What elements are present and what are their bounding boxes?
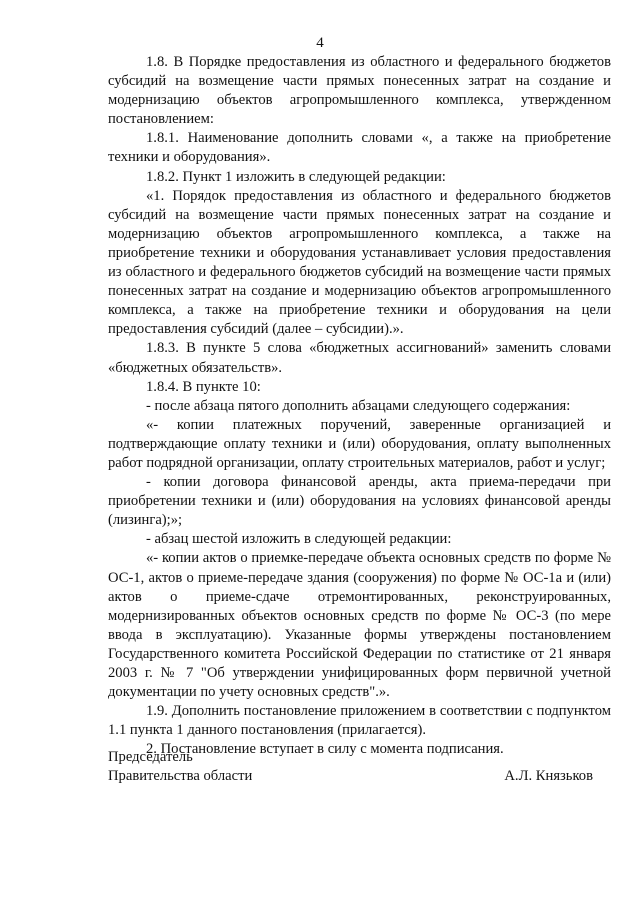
paragraph-1-9: 1.9. Дополнить постановление приложением в соответствии с подпунктом 1.1 пункта 1 данного постановления (прилагается).	[108, 703, 611, 739]
signature-block	[108, 748, 593, 786]
paragraph-1-8: 1.8. В Порядке предоставления из областного и федерального бюджетов субсидий на возмещение части прямых понесенных затрат на создание и модернизацию объектов агропромышленного комплекса, утвержденном постановлением:	[108, 54, 611, 128]
signatory-title-line1: Председатель	[108, 749, 193, 765]
paragraph-1-8-3: 1.8.3. В пункте 5 слова «бюджетных ассигнований» заменить словами «бюджетных обязательств».	[108, 340, 611, 376]
signatory-title-line2: Правительства области	[108, 768, 253, 785]
page-number: 4	[316, 35, 324, 51]
paragraph-1-8-1: 1.8.1. Наименование дополнить словами «, а также на приобретение техники и оборудования».	[108, 130, 611, 166]
paragraph-lease-contract: - копии договора финансовой аренды, акта приема-передачи при приобретении техники и (или) оборудования на условиях финансовой аренды (лизинга);»;	[108, 474, 611, 529]
signatory-row	[108, 767, 593, 786]
paragraph-2: 2. Постановление вступает в силу с момента подписания.	[146, 741, 504, 758]
paragraph-quote-1: «1. Порядок предоставления из областного и федерального бюджетов субсидий на возмещение части прямых понесенных затрат на создание и модернизацию объектов агропромышленного комплекса, а также на приобретение техники и оборудования устанавливает условия предоставления из областного и федерального бюджетов субсидий на возмещение части прямых понесенных затрат на создание и модернизацию объектов агропромышленного комплекса, а также на приобретение техники и оборудования на цели предоставления субсидий (далее – субсидии).».	[108, 187, 611, 338]
paragraph-after-fifth: - после абзаца пятого дополнить абзацами следующего содержания:	[146, 397, 571, 414]
signatory-name: А.Л. Князьков	[504, 768, 593, 785]
paragraph-sixth-abzac: - абзац шестой изложить в следующей редакции:	[146, 531, 452, 548]
paragraph-acts-forms: «- копии актов о приемке-передаче объекта основных средств по форме № ОС-1, актов о приеме-передаче здания (сооружения) по форме № ОС-1а и (или) актов о приеме-сдаче отремонтированных, реконструированных, модернизированных объектов основных средств по форме № ОС-3 (по мере ввода в эксплуатацию). Указанные формы утверждены постановлением Государственного комитета Российской Федерации по статистике от 21 января 2003 г. № 7 "Об утверждении унифицированных форм первичной учетной документации по учету основных средств".».	[108, 550, 611, 701]
paragraph-1-8-2: 1.8.2. Пункт 1 изложить в следующей редакции:	[146, 168, 446, 185]
paragraph-1-8-4: 1.8.4. В пункте 10:	[146, 378, 261, 395]
document-body	[108, 53, 611, 759]
paragraph-payment-orders: «- копии платежных поручений, заверенные организацией и подтверждающие оплату техники и (или) оборудования, оплату выполненных работ подрядной организации, оплату строительных материалов, работ и услуг;	[108, 416, 611, 471]
